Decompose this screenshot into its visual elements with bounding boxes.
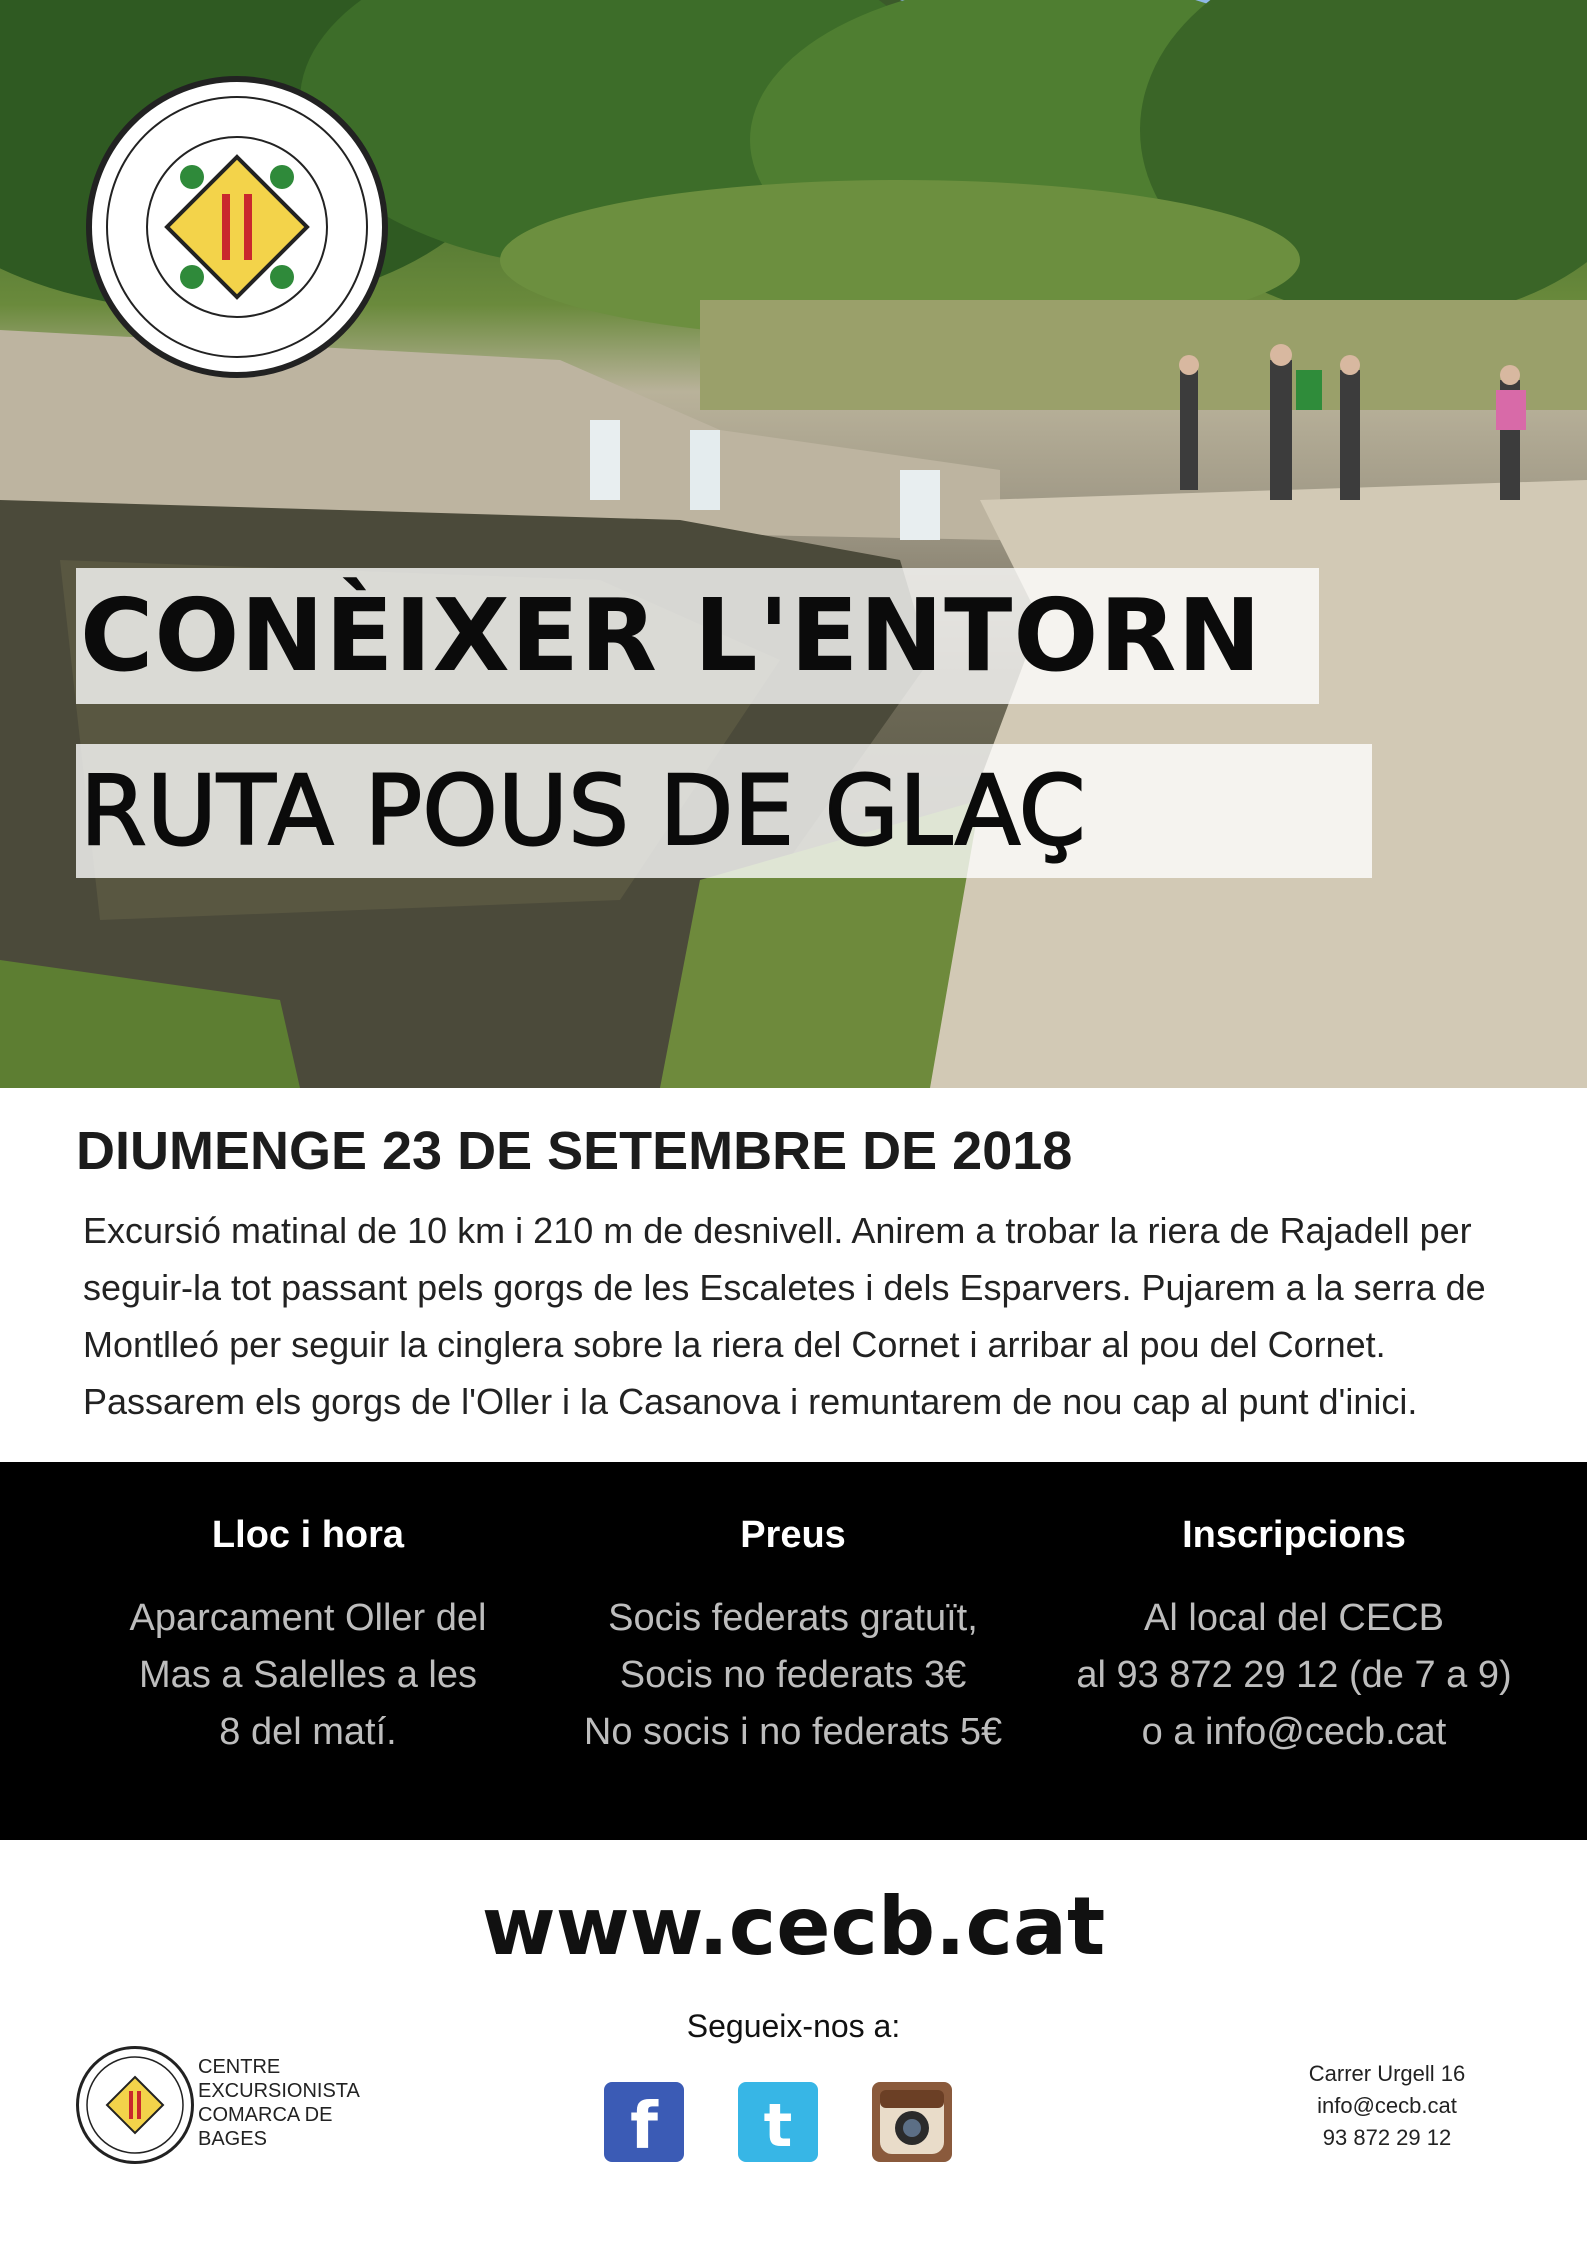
price-line: Socis no federats 3€: [619, 1654, 967, 1696]
website-link[interactable]: www.cecb.cat: [481, 1880, 1106, 1973]
follow-label: Segueix-nos a:: [686, 2008, 901, 2044]
info-column-registration: [1034, 1512, 1554, 1761]
place-line: Mas a Salelles a les: [139, 1654, 477, 1696]
registration-heading: Inscripcions: [1182, 1514, 1406, 1556]
registration-line: al 93 872 29 12 (de 7 a 9): [1076, 1654, 1512, 1696]
page-subtitle: RUTA POUS DE GLAÇ: [80, 755, 1086, 867]
event-description: Excursió matinal de 10 km i 210 m de desnivell. Anirem a trobar la riera de Rajadell per seguir-la tot passant pels gorgs de les Escaletes i dels Esparvers. Pujarem a la serra de Montlleó per seguir la cinglera sobre la riera del Cornet i arribar al pou del Cornet. Passarem els gorgs de l'Oller i la Casanova i remuntarem de nou cap al punt d'inici.: [83, 1210, 1486, 1422]
footer-logo: [76, 2046, 194, 2164]
info-column-prices: [533, 1512, 1053, 1761]
contact-email[interactable]: info@cecb.cat: [1317, 2093, 1457, 2118]
svg-text:t: t: [763, 2091, 793, 2161]
price-line: Socis federats gratuït,: [608, 1597, 978, 1639]
facebook-icon[interactable]: [604, 2082, 684, 2162]
place-heading: Lloc i hora: [211, 1514, 405, 1556]
registration-text: [1034, 1590, 1554, 1761]
subtitle-banner: [76, 744, 1372, 878]
svg-text:f: f: [630, 2090, 658, 2162]
title-banner: [76, 568, 1319, 704]
event-date: DIUMENGE 23 DE SETEMBRE DE 2018: [76, 1121, 1073, 1181]
organization-name: [198, 2055, 378, 2151]
registration-line: Al local del CECB: [1144, 1597, 1444, 1639]
contact-phone[interactable]: 93 872 29 12: [1322, 2125, 1452, 2150]
page-title: CONÈIXER L'ENTORN: [80, 577, 1263, 694]
instagram-icon[interactable]: [872, 2082, 952, 2162]
hero-photo: [0, 0, 1587, 1088]
price-line: No socis i no federats 5€: [583, 1711, 1003, 1753]
org-line: COMARCA DE: [198, 2104, 333, 2126]
info-column-place: [48, 1512, 568, 1761]
prices-text: [533, 1590, 1053, 1761]
registration-line: o a info@cecb.cat: [1141, 1711, 1447, 1753]
org-line: CENTRE: [198, 2056, 281, 2078]
place-line: Aparcament Oller del: [129, 1597, 487, 1639]
place-text: [48, 1590, 568, 1761]
place-line: 8 del matí.: [219, 1711, 397, 1753]
contact-block: [1277, 2058, 1497, 2154]
org-line: BAGES: [198, 2128, 267, 2150]
org-line: EXCURSIONISTA: [198, 2080, 360, 2102]
contact-address: Carrer Urgell 16: [1308, 2061, 1466, 2086]
club-logo: [86, 76, 388, 378]
prices-heading: Preus: [740, 1514, 846, 1556]
twitter-icon[interactable]: [738, 2082, 818, 2162]
